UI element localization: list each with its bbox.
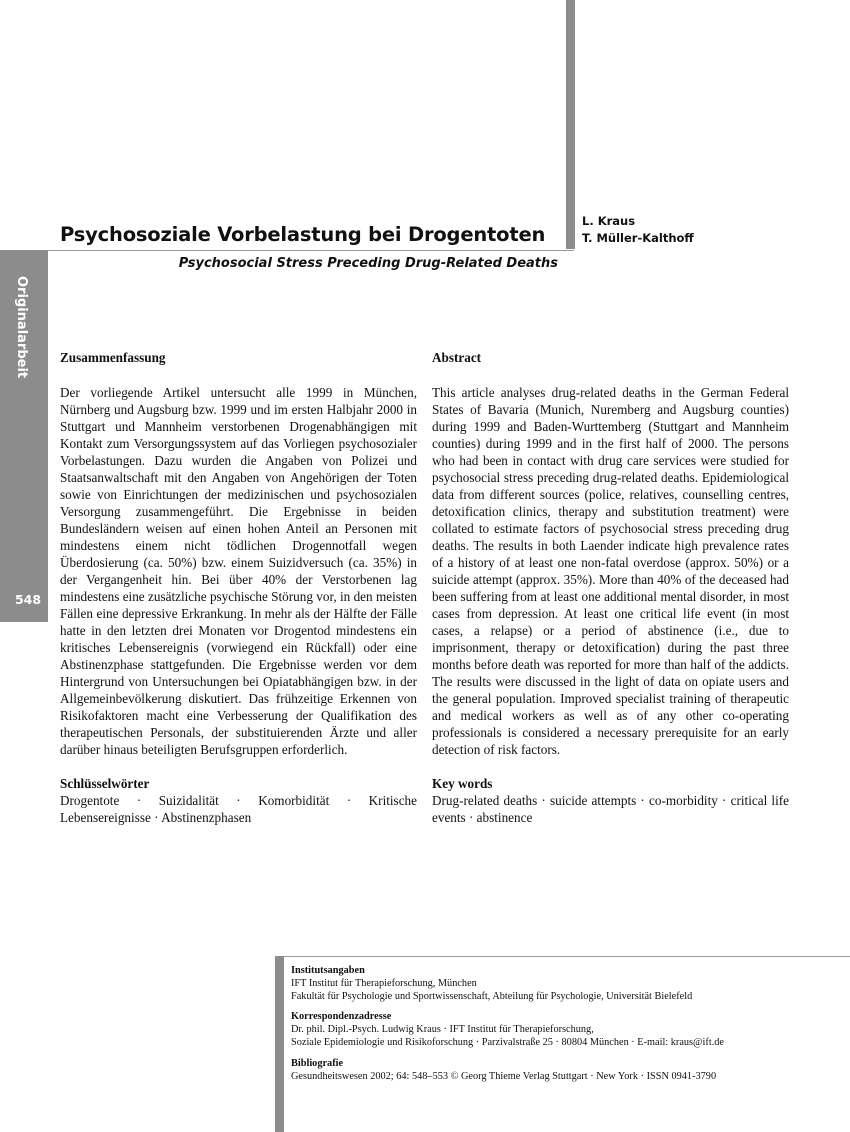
institution-heading: Institutsangaben bbox=[291, 965, 365, 976]
top-vertical-bar bbox=[566, 0, 575, 249]
footer-vertical-bar bbox=[275, 956, 284, 1132]
institution-section bbox=[291, 965, 846, 1003]
institution-line: Fakultät für Psychologie und Sportwissenschaft, Abteilung für Psychologie, Universität Bielefeld bbox=[291, 990, 693, 1002]
abstract-heading: Abstract bbox=[432, 350, 482, 365]
article-subtitle: Psychosocial Stress Preceding Drug-Related Deaths bbox=[178, 256, 558, 271]
title-divider bbox=[48, 250, 574, 251]
article-info-footer bbox=[291, 965, 846, 1091]
section-label: Originalarbeit bbox=[14, 276, 29, 379]
summary-heading: Zusammenfassung bbox=[60, 350, 166, 365]
keywords-text: Drogentote · Suizidalität · Komorbidität · Kritische Lebensereignisse · Abstinenzphasen bbox=[60, 793, 417, 825]
keywords-text: Drug-related deaths · suicide attempts · co-morbidity · critical life events · abstinence bbox=[432, 793, 789, 825]
keywords-heading: Schlüsselwörter bbox=[60, 776, 150, 791]
footer-divider bbox=[284, 956, 850, 957]
correspondence-line: Soziale Epidemiologie und Risikoforschung · Parzivalstraße 25 · 80804 München · E-mail: kraus@ift.de bbox=[291, 1036, 724, 1048]
german-summary-column bbox=[60, 349, 417, 826]
correspondence-heading: Korrespondenzadresse bbox=[291, 1011, 392, 1023]
institution-line: IFT Institut für Therapieforschung, München bbox=[291, 977, 477, 989]
section-side-tab bbox=[0, 250, 48, 622]
bibliography-heading: Bibliografie bbox=[291, 1057, 344, 1069]
correspondence-section bbox=[291, 1011, 846, 1049]
english-abstract-column bbox=[432, 349, 789, 826]
author-name: T. Müller-Kalthoff bbox=[582, 231, 694, 245]
author-list bbox=[582, 213, 694, 247]
keywords-heading: Key words bbox=[432, 776, 493, 791]
bibliography-line: Gesundheitswesen 2002; 64: 548–553 © Georg Thieme Verlag Stuttgart · New York · ISSN 0941-3790 bbox=[291, 1070, 717, 1082]
author-name: L. Kraus bbox=[582, 214, 636, 228]
abstract-body: This article analyses drug-related deaths in the German Federal States of Bavaria (Munich, Nuremberg and Augsburg counties) during 1999 and Baden-Wurttemberg (Stuttgart and Mannheim counties) during 1999 and in the first half of 2000. The persons who had been in contact with drug care services were studied for psychosocial stress preceding drug-related deaths. Epidemiological data from different sources (police, relatives, counselling centres, detoxification clinics, therapy and substitution treatment) were collated to estimate factors of psychosocial stress preceding drug deaths. The results in both Laender indicate high prevalence rates of a history of at least one non-fatal overdose (approx. 50%) or a suicide attempt (approx. 35%). More than 40% of the deceased had been suffering from at least one additional mental disorder, in most cases from depression. At least one critical life event (in most cases, a relapse) or a period of abstinence (i.e., due to imprisonment, therapy or detoxification) during the past three months before death was reported for more than half of the addicts. The results were discussed in the light of data on opiate users and the general population. Improved specialist training of therapeutic and medical workers as well as of any other co-operating professionals is considered a necessary prerequisite for an early detection of risk factors. bbox=[432, 385, 789, 757]
page-number: 548 bbox=[14, 592, 42, 607]
bibliography-section bbox=[291, 1058, 846, 1084]
correspondence-line: Dr. phil. Dipl.-Psych. Ludwig Kraus · IFT Institut für Therapieforschung, bbox=[291, 1024, 594, 1036]
article-title: Psychosoziale Vorbelastung bei Drogentoten bbox=[60, 223, 546, 246]
summary-body: Der vorliegende Artikel untersucht alle 1999 in München, Nürnberg und Augsburg bzw. 1999 und im ersten Halbjahr 2000 in Stuttgart und Mannheim verstorbenen Drogenabhängigen mit Kontakt zum Versorgungssystem auf das Vorliegen psychosozialer Vorbelastungen. Dazu wurden die Angaben von Polizei und Staatsanwaltschaft mit den Angaben von Angehörigen der Toten sowie von Einrichtungen der medizinischen und psychosozialen Versorgung zusammengeführt. Die Ergebnisse in beiden Bundesländern weisen auf einen hohen Anteil an Personen mit mindestens einem nicht tödlichen Drogennotfall wegen Überdosierung (ca. 50%) bzw. einem Suizidversuch (ca. 35%) in der Vergangenheit hin. Bei über 40% der Verstorbenen lag mindestens eine zusätzliche psychische Störung vor, in den meisten Fällen eine depressive Erkrankung. In mehr als der Hälfte der Fälle hatte in den letzten drei Monaten vor Drogentod mindestens ein kritisches Lebensereignis (vorwiegend ein Rückfall) oder eine Abstinenzphase stattgefunden. Die Ergebnisse werden vor dem Hintergrund von Untersuchungen bei Opiatabhängigen bzw. in der Allgemeinbevölkerung diskutiert. Das frühzeitige Erkennen von Risikofaktoren macht eine Verbesserung der Qualifikation des therapeutischen Personals, der substituierenden Ärzte und aller darüber hinaus beteiligten Berufsgruppen erforderlich. bbox=[60, 385, 417, 757]
